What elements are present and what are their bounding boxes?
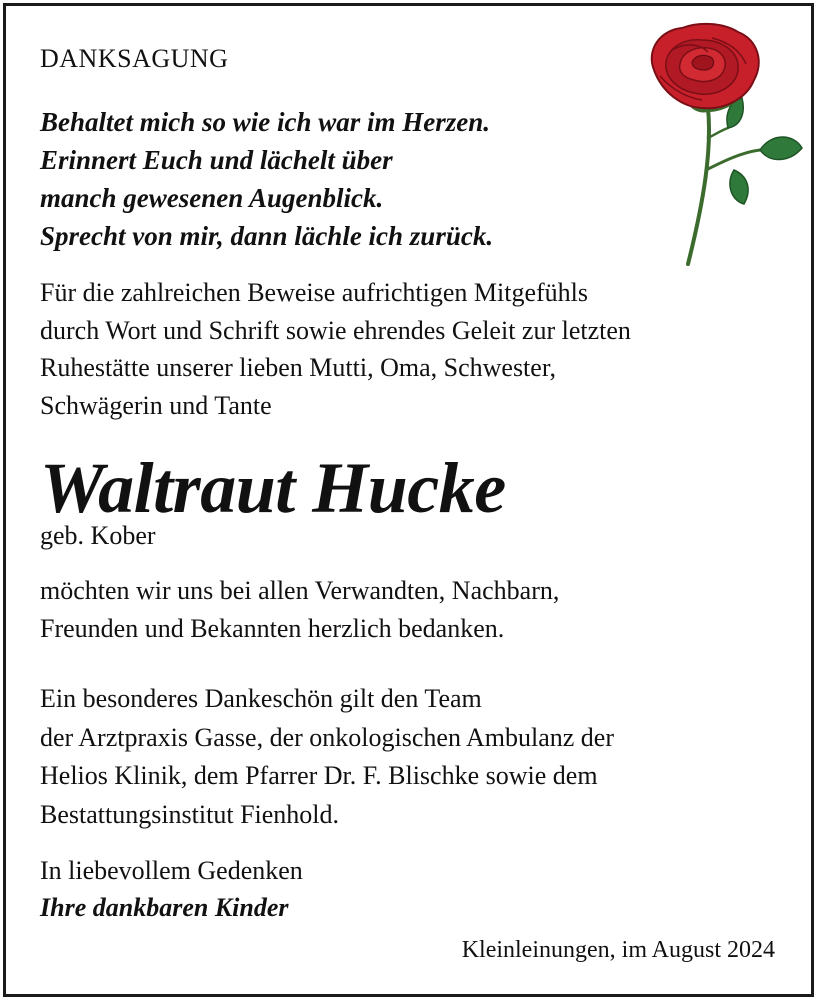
poem: [40, 103, 493, 255]
thanks-line: möchten wir uns bei allen Verwandten, Nachbarn,: [40, 576, 560, 605]
intro-text: [40, 274, 631, 424]
poem-line: Behaltet mich so wie ich war im Herzen.: [40, 107, 491, 137]
poem-line: manch gewesenen Augenblick.: [40, 183, 384, 213]
rose-stem: [688, 108, 709, 264]
poem-line: Erinnert Euch und lächelt über: [40, 145, 393, 175]
special-thanks-line: Helios Klinik, dem Pfarrer Dr. F. Blischke sowie dem: [40, 761, 598, 790]
maiden-name: geb. Kober: [40, 521, 156, 550]
deceased-name: Waltraut Hucke: [40, 448, 506, 528]
special-thanks-text: [40, 680, 614, 834]
heading: DANKSAGUNG: [40, 44, 229, 73]
place-date: Kleinleinungen, im August 2024: [461, 937, 775, 963]
thanks-line: Freunden und Bekannten herzlich bedanken.: [40, 614, 505, 643]
poem-line: Sprecht von mir, dann lächle ich zurück.: [40, 221, 494, 251]
obituary-card: [3, 3, 814, 997]
rose-icon: [642, 20, 804, 268]
special-thanks-line: Bestattungsinstitut Fienhold.: [40, 799, 340, 829]
rose-branch: [706, 150, 760, 170]
signature: Ihre dankbaren Kinder: [40, 893, 289, 922]
closing-line: In liebevollem Gedenken: [40, 856, 303, 885]
special-thanks-line: Ein besonderes Dankeschön gilt den Team: [40, 684, 482, 713]
rose-leaf: [730, 170, 748, 204]
special-thanks-line: der Arztpraxis Gasse, der onkologischen Ambulanz der: [40, 722, 615, 752]
intro-line: Schwägerin und Tante: [40, 390, 272, 420]
rose-leaf: [760, 137, 802, 160]
closing: [40, 852, 303, 926]
intro-line: durch Wort und Schrift sowie ehrendes Geleit zur letzten: [40, 315, 631, 345]
rose-petal: [692, 55, 714, 70]
intro-line: Für die zahlreichen Beweise aufrichtigen Mitgefühls: [40, 278, 588, 307]
thanks-text: [40, 572, 559, 648]
intro-line: Ruhestätte unserer lieben Mutti, Oma, Schwester,: [40, 353, 556, 382]
